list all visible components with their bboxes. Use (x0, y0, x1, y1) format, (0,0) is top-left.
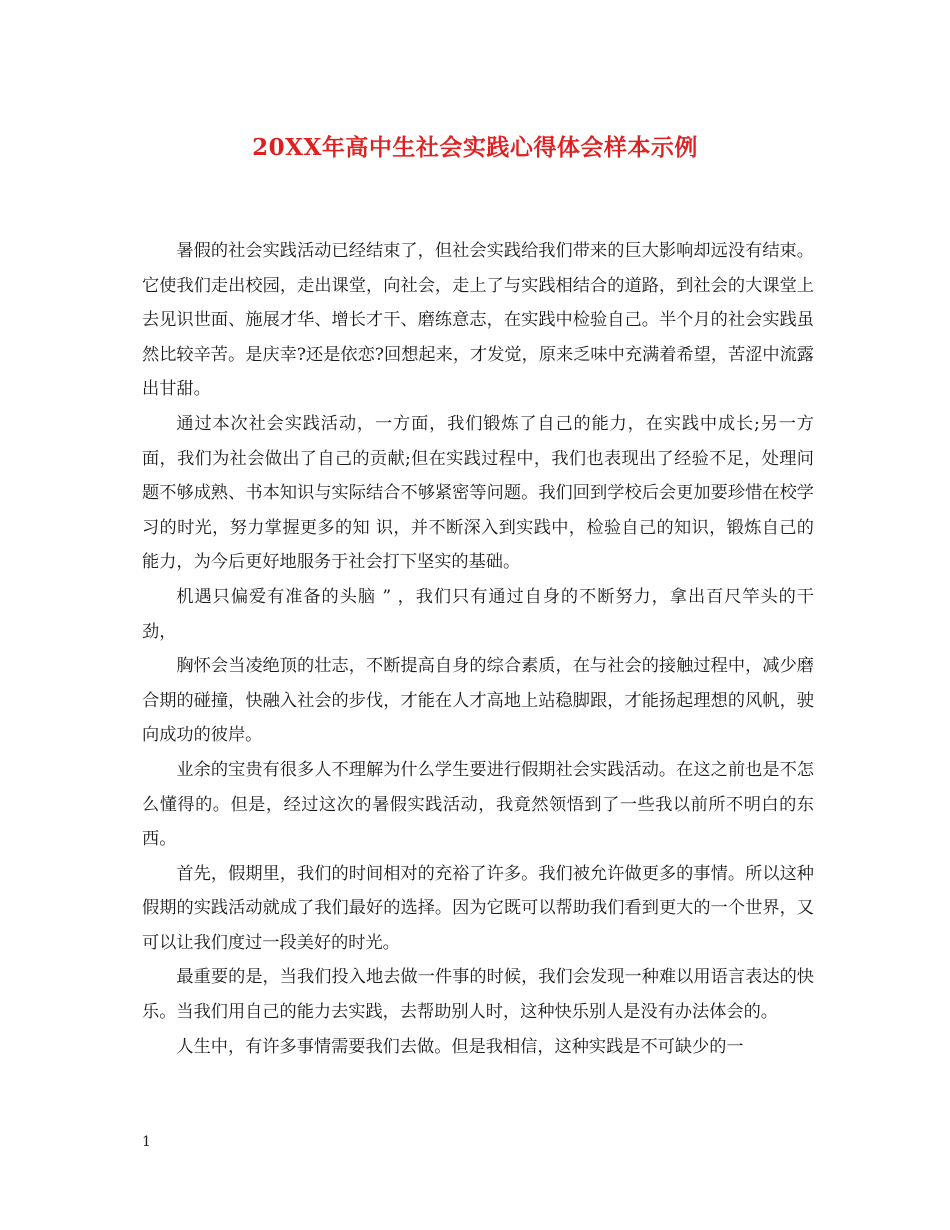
paragraph: 暑假的社会实践活动已经结束了，但社会实践给我们带来的巨大影响却远没有结束。它使我们走出校园，走出课堂，向社会，走上了与实践相结合的道路，到社会的大课堂上去见识世面、施展才华、增长才干、磨练意志，在实践中检验自己。半个月的社会实践虽然比较辛苦。是庆幸?还是依恋?回想起来，才发觉，原来乏味中充满着希望，苦涩中流露出甘甜。 (142, 241, 814, 400)
paragraph: 业余的宝贵有很多人不理解为什么学生要进行假期社会实践活动。在这之前也是不怎么懂得的。但是，经过这次的暑假实践活动，我竟然领悟到了一些我以前所不明白的东西。 (142, 759, 814, 850)
paragraph: 胸怀会当凌绝顶的壮志，不断提高自身的综合素质，在与社会的接触过程中，减少磨合期的碰撞，快融入社会的步伐，才能在人才高地上站稳脚跟，才能扬起理想的风帆，驶向成功的彼岸。 (142, 656, 814, 746)
document-body (142, 234, 814, 1064)
paragraph: 首先，假期里，我们的时间相对的充裕了许多。我们被允许做更多的事情。所以这种假期的实践活动就成了我们最好的选择。因为它既可以帮助我们看到更大的一个世界，又可以让我们度过一段美好的时光。 (142, 863, 814, 953)
paragraph: 通过本次社会实践活动，一方面，我们锻炼了自己的能力，在实践中成长;另一方面，我们为社会做出了自己的贡献;但在实践过程中，我们也表现出了经验不足，处理问题不够成熟、书本知识与实际结合不够紧密等问题。我们回到学校后会更加要珍惜在校学习的时光，努力掌握更多的知 识，并不断深入到实践中，检验自己的知识，锻炼自己的能力，为今后更好地服务于社会打下坚实的基础。 (142, 413, 814, 573)
page-number: 1 (142, 1134, 151, 1150)
document-title: 20XX年高中生社会实践心得体会样本示例 (252, 134, 698, 161)
paragraph: 最重要的是，当我们投入地去做一件事的时候，我们会发现一种难以用语言表达的快乐。当我们用自己的能力去实践，去帮助别人时，这种快乐别人是没有办法体会的。 (142, 967, 814, 1023)
paragraph: 机遇只偏爱有准备的头脑 ” ，我们只有通过自身的不断努力，拿出百尺竿头的干劲， (142, 586, 814, 642)
paragraph: 人生中，有许多事情需要我们去做。但是我相信，这种实践是不可缺少的一 (176, 1036, 744, 1057)
